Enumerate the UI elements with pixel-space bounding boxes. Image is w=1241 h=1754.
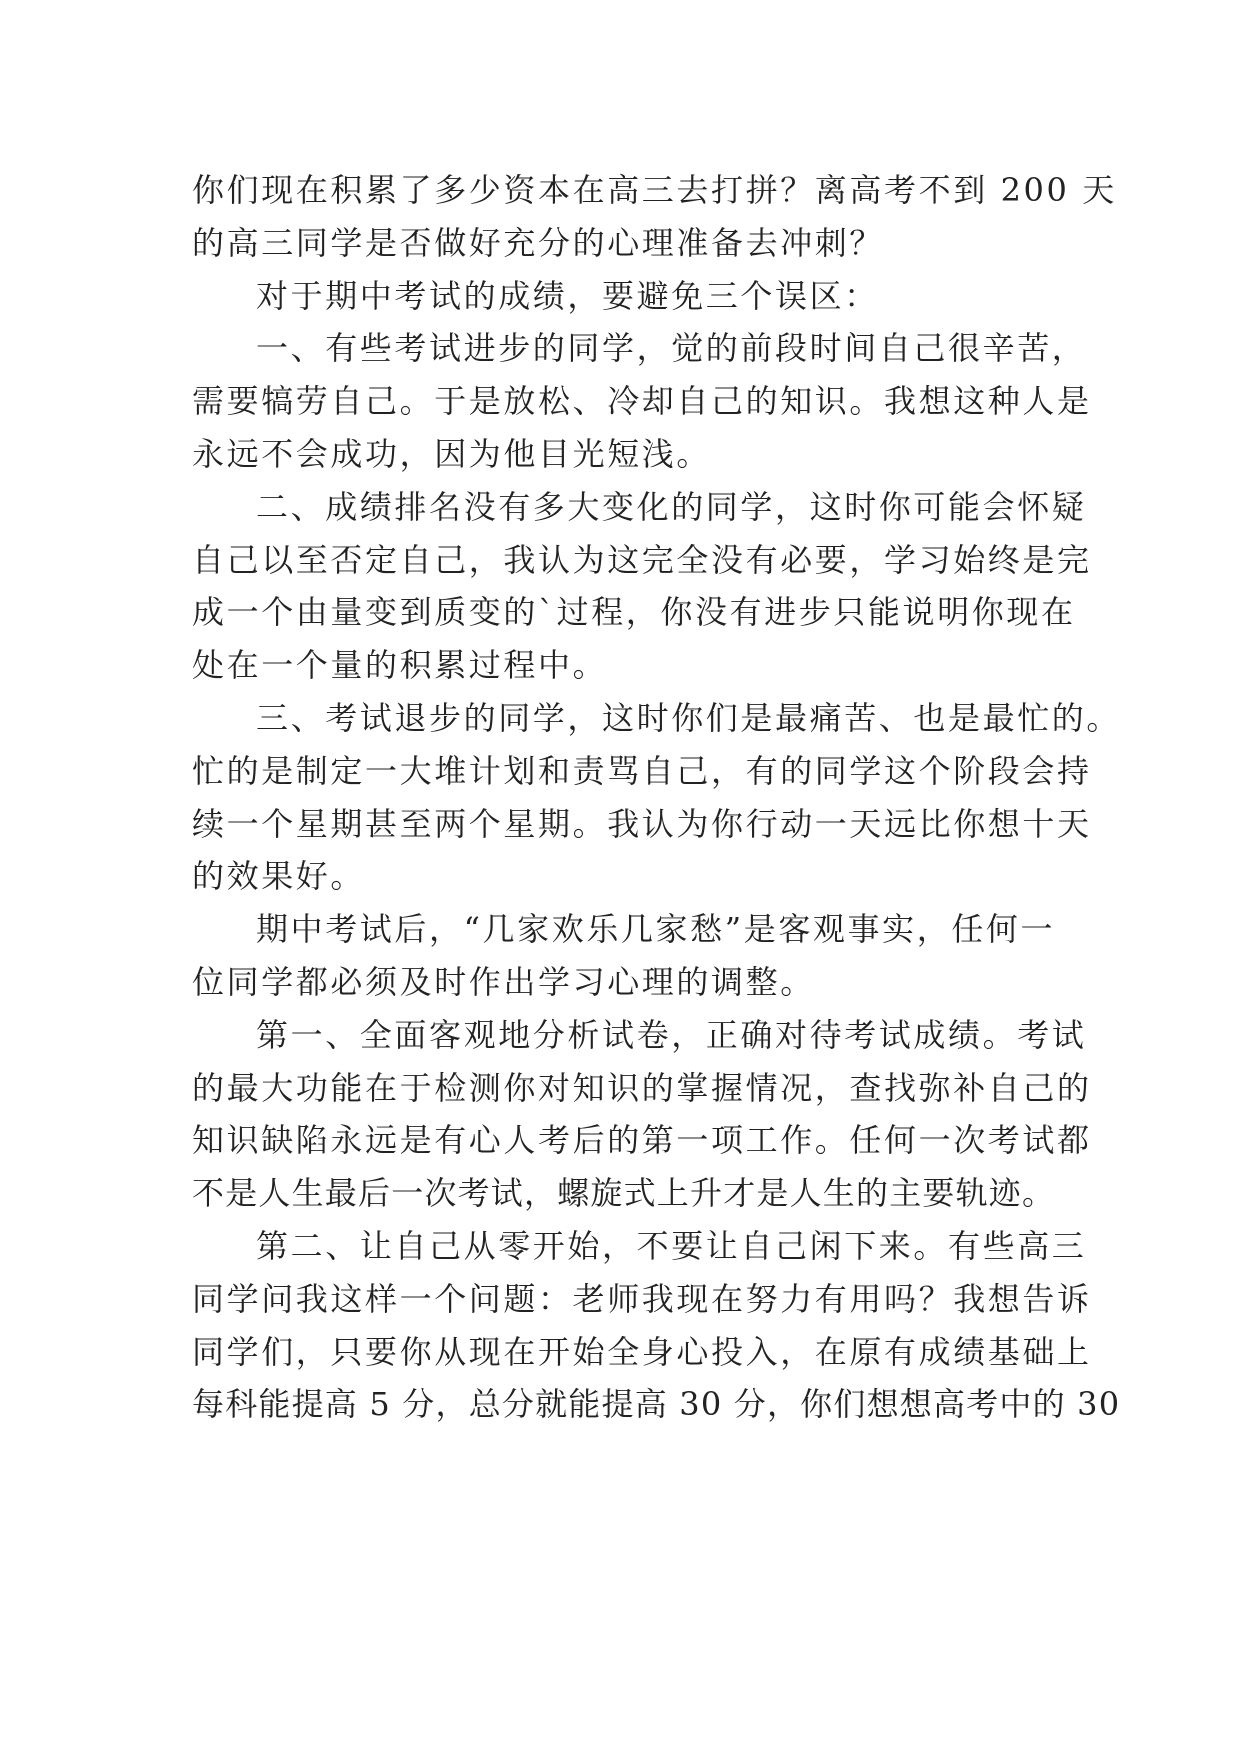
text-line: 对于期中考试的成绩，要避免三个误区：: [256, 276, 879, 315]
text-line: 忙的是制定一大堆计划和责骂自己，有的同学这个阶段会持: [192, 751, 1092, 790]
text-line: 续一个星期甚至两个星期。我认为你行动一天远比你想十天: [192, 804, 1092, 843]
text-line: 三、考试退步的同学，这时你们是最痛苦、也是最忙的。: [256, 698, 1122, 737]
text-line: 需要犒劳自己。于是放松、冷却自己的知识。我想这种人是: [192, 382, 1092, 421]
text-line: 不是人生最后一次考试，螺旋式上升才是人生的主要轨迹。: [192, 1174, 1056, 1213]
text-line: 自己以至否定自己，我认为这完全没有必要，学习始终是完: [192, 540, 1092, 579]
text-line: 一、有些考试进步的同学，觉的前段时间自己很辛苦，: [256, 329, 1087, 368]
document-body: [192, 164, 1122, 1431]
text-line: 位同学都必须及时作出学习心理的调整。: [192, 962, 815, 1001]
text-line: 二、成绩排名没有多大变化的同学，这时你可能会怀疑: [256, 487, 1087, 526]
text-line: 每科能提高 5 分，总分就能提高 30 分，你们想想高考中的 30: [192, 1385, 1121, 1424]
text-line: 的最大功能在于检测你对知识的掌握情况，查找弥补自己的: [192, 1068, 1092, 1107]
text-line: 成一个由量变到质变的`过程，你没有进步只能说明你现在: [192, 593, 1076, 632]
text-line: 第二、让自己从零开始，不要让自己闲下来。有些高三: [256, 1226, 1087, 1265]
text-line: 期中考试后，“几家欢乐几家愁”是客观事实，任何一: [256, 910, 1056, 949]
text-line: 同学问我这样一个问题：老师我现在努力有用吗？我想告诉: [192, 1279, 1092, 1318]
text-line: 的高三同学是否做好充分的心理准备去冲刺？: [192, 223, 885, 262]
text-line: 处在一个量的积累过程中。: [192, 646, 608, 685]
text-line: 的效果好。: [192, 857, 366, 896]
text-line: 同学们，只要你从现在开始全身心投入，在原有成绩基础上: [192, 1332, 1092, 1371]
text-line: 知识缺陷永远是有心人考后的第一项工作。任何一次考试都: [192, 1121, 1092, 1160]
text-line: 第一、全面客观地分析试卷，正确对待考试成绩。考试: [256, 1015, 1087, 1054]
text-line: 永远不会成功，因为他目光短浅。: [192, 434, 712, 473]
text-line: 你们现在积累了多少资本在高三去打拼？离高考不到 200 天: [192, 171, 1117, 209]
